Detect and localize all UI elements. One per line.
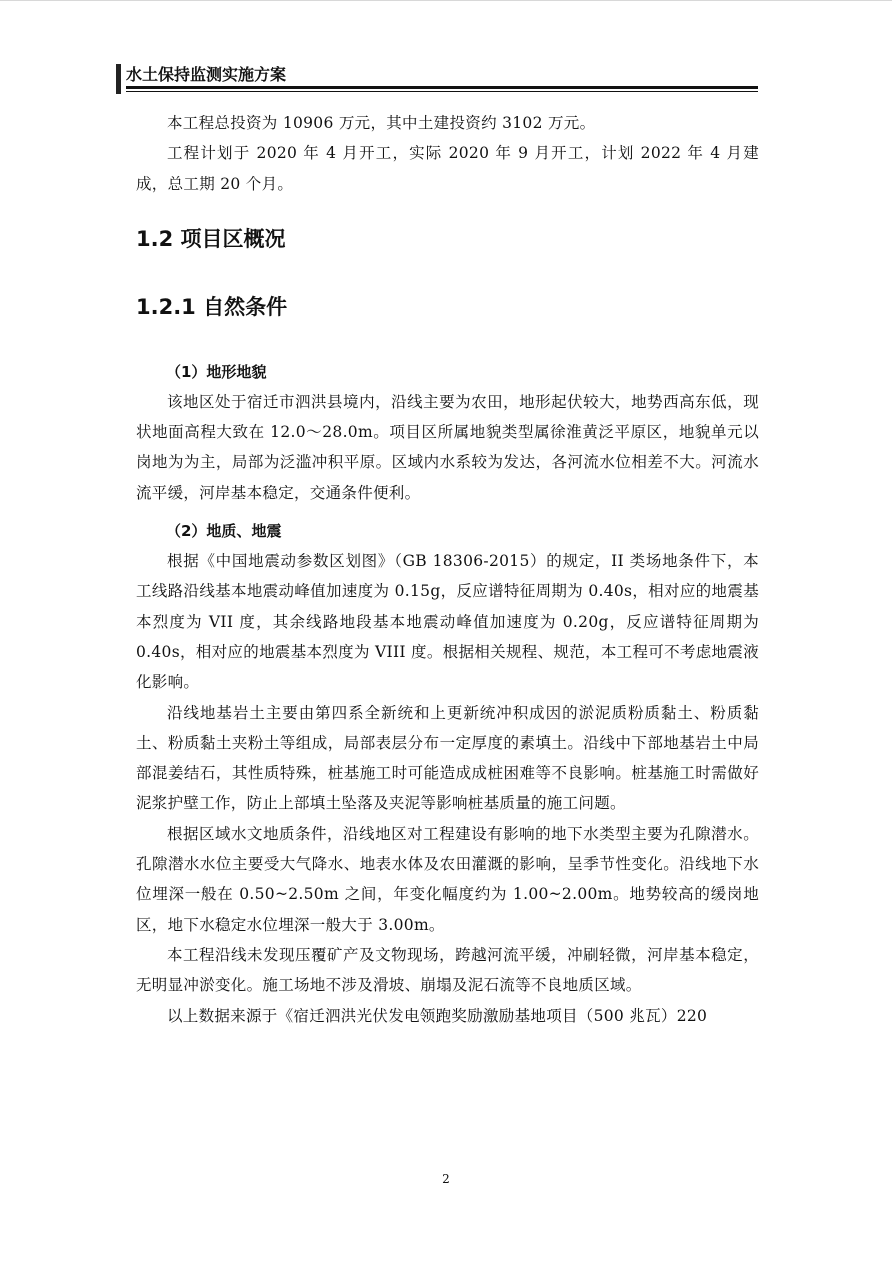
item-heading-terrain: （1）地形地貌 xyxy=(166,362,267,381)
header-title: 水土保持监测实施方案 xyxy=(126,65,287,84)
section-heading: 1.2 项目区概况 xyxy=(136,226,286,251)
document-body xyxy=(136,108,759,1031)
paragraph-source: 以上数据来源于《宿迁泗洪光伏发电领跑奖励激励基地项目（500 兆瓦）220 xyxy=(167,1006,708,1025)
paragraph-terrain: 该地区处于宿迁市泗洪县境内，沿线主要为农田，地形起伏较大，地势西高东低，现状地面高程大致在 12.0～28.0m。项目区所属地貌类型属徐淮黄泛平原区，地貌单元以岗地为为主，局部为泛滥冲积平原。区域内水系较为发达，各河流水位相差不大。河流水流平缓，河岸基本稳定，交通条件便利。 xyxy=(136,392,759,502)
paragraph-minerals: 本工程沿线未发现压覆矿产及文物现场，跨越河流平缓，冲刷轻微，河岸基本稳定，无明显冲淤变化。施工场地不涉及滑坡、崩塌及泥石流等不良地质区域。 xyxy=(136,945,759,995)
paragraph-schedule: 工程计划于 2020 年 4 月开工，实际 2020 年 9 月开工，计划 2022 年 4 月建成，总工期 20 个月。 xyxy=(136,144,759,193)
header-rule-thick xyxy=(126,86,758,89)
header-rule-thin xyxy=(126,91,758,92)
header-accent-bar xyxy=(116,64,121,94)
top-border xyxy=(0,0,892,1)
page-number: 2 xyxy=(442,1172,450,1186)
item-heading-geology: （2）地质、地震 xyxy=(166,522,282,541)
paragraph-investment: 本工程总投资为 10906 万元，其中土建投资约 3102 万元。 xyxy=(167,114,596,132)
paragraph-soil: 沿线地基岩土主要由第四系全新统和上更新统冲积成因的淤泥质粉质黏土、粉质黏土、粉质黏土夹粉土等组成，局部表层分布一定厚度的素填土。沿线中下部地基岩土中局部混姜结石，其性质特殊，桩基施工时可能造成成桩困难等不良影响。桩基施工时需做好泥浆护壁工作，防止上部填土坠落及夹泥等影响桩基质量的施工问题。 xyxy=(136,703,759,813)
subsection-heading: 1.2.1 自然条件 xyxy=(136,294,288,319)
paragraph-groundwater: 根据区域水文地质条件，沿线地区对工程建设有影响的地下水类型主要为孔隙潜水。孔隙潜水水位主要受大气降水、地表水体及农田灌溉的影响，呈季节性变化。沿线地下水位埋深一般在 0.50~2.50m 之间，年变化幅度约为 1.00~2.00m。地势较高的缓岗地区，地下水稳定水位埋深一般大于 3.00m。 xyxy=(136,824,759,934)
paragraph-seismic: 根据《中国地震动参数区划图》（GB 18306-2015）的规定，II 类场地条件下，本工线路沿线基本地震动峰值加速度为 0.15g，反应谱特征周期为 0.40s，相对应的地震基本烈度为 VII 度，其余线路地段基本地震动峰值加速度为 0.20g，反应谱特征周期为 0.40s，相对应的地震基本烈度为 VIII 度。根据相关规程、规范，本工程可不考虑地震液化影响。 xyxy=(136,552,759,692)
